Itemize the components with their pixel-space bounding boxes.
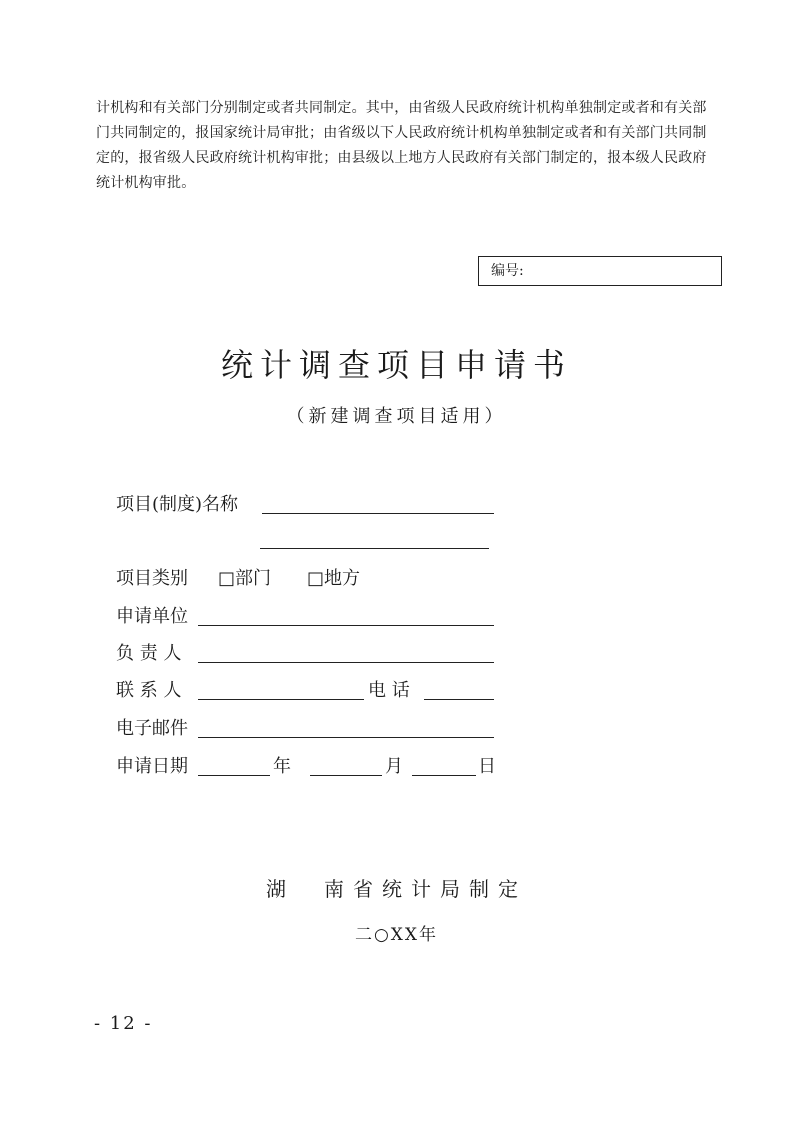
- phone-label: 电 话: [368, 680, 410, 701]
- serial-number-label: 编号:: [491, 263, 524, 279]
- project-name-line[interactable]: [262, 513, 494, 514]
- category-option-local[interactable]: □地方: [307, 568, 361, 589]
- intro-line: 门共同制定的，报国家统计局审批；由省级以下人民政府统计机构单独制定或者和有关部门共同制: [96, 125, 707, 141]
- contact-line[interactable]: [198, 699, 364, 700]
- day-line[interactable]: [412, 775, 476, 776]
- issue-year: 二○XX年: [354, 925, 439, 945]
- project-name-label: 项目(制度)名称: [116, 494, 239, 515]
- leader-label: 负 责 人: [116, 643, 182, 664]
- intro-line: 统计机构审批。: [96, 175, 196, 191]
- contact-label: 联 系 人: [116, 680, 182, 701]
- project-name-line-2[interactable]: [260, 548, 489, 549]
- month-label: 月: [385, 756, 403, 777]
- year-label: 年: [273, 756, 291, 777]
- leader-line[interactable]: [198, 662, 494, 663]
- serial-number-box[interactable]: [478, 256, 722, 286]
- category-option-department[interactable]: □部门: [218, 568, 272, 589]
- page-title: 统计调查项目申请书: [220, 346, 572, 384]
- issuing-organization: 湖 南省统计局制定: [266, 877, 527, 901]
- date-label: 申请日期: [116, 756, 188, 777]
- phone-line[interactable]: [424, 699, 494, 700]
- page-subtitle: （新建调查项目适用）: [286, 406, 507, 427]
- day-label: 日: [478, 756, 496, 777]
- intro-line: 定的，报省级人民政府统计机构审批；由县级以上地方人民政府有关部门制定的，报本级人民政府: [96, 150, 707, 166]
- email-line[interactable]: [198, 737, 494, 738]
- category-label: 项目类别: [116, 568, 188, 589]
- intro-line: 计机构和有关部门分别制定或者共同制定。其中，由省级人民政府统计机构单独制定或者和有关部: [96, 100, 707, 116]
- page-number: - 12 -: [94, 1013, 153, 1034]
- unit-line[interactable]: [198, 625, 494, 626]
- unit-label: 申请单位: [116, 606, 188, 627]
- intro-paragraph: [96, 96, 707, 196]
- month-line[interactable]: [310, 775, 382, 776]
- year-line[interactable]: [198, 775, 270, 776]
- email-label: 电子邮件: [116, 718, 188, 739]
